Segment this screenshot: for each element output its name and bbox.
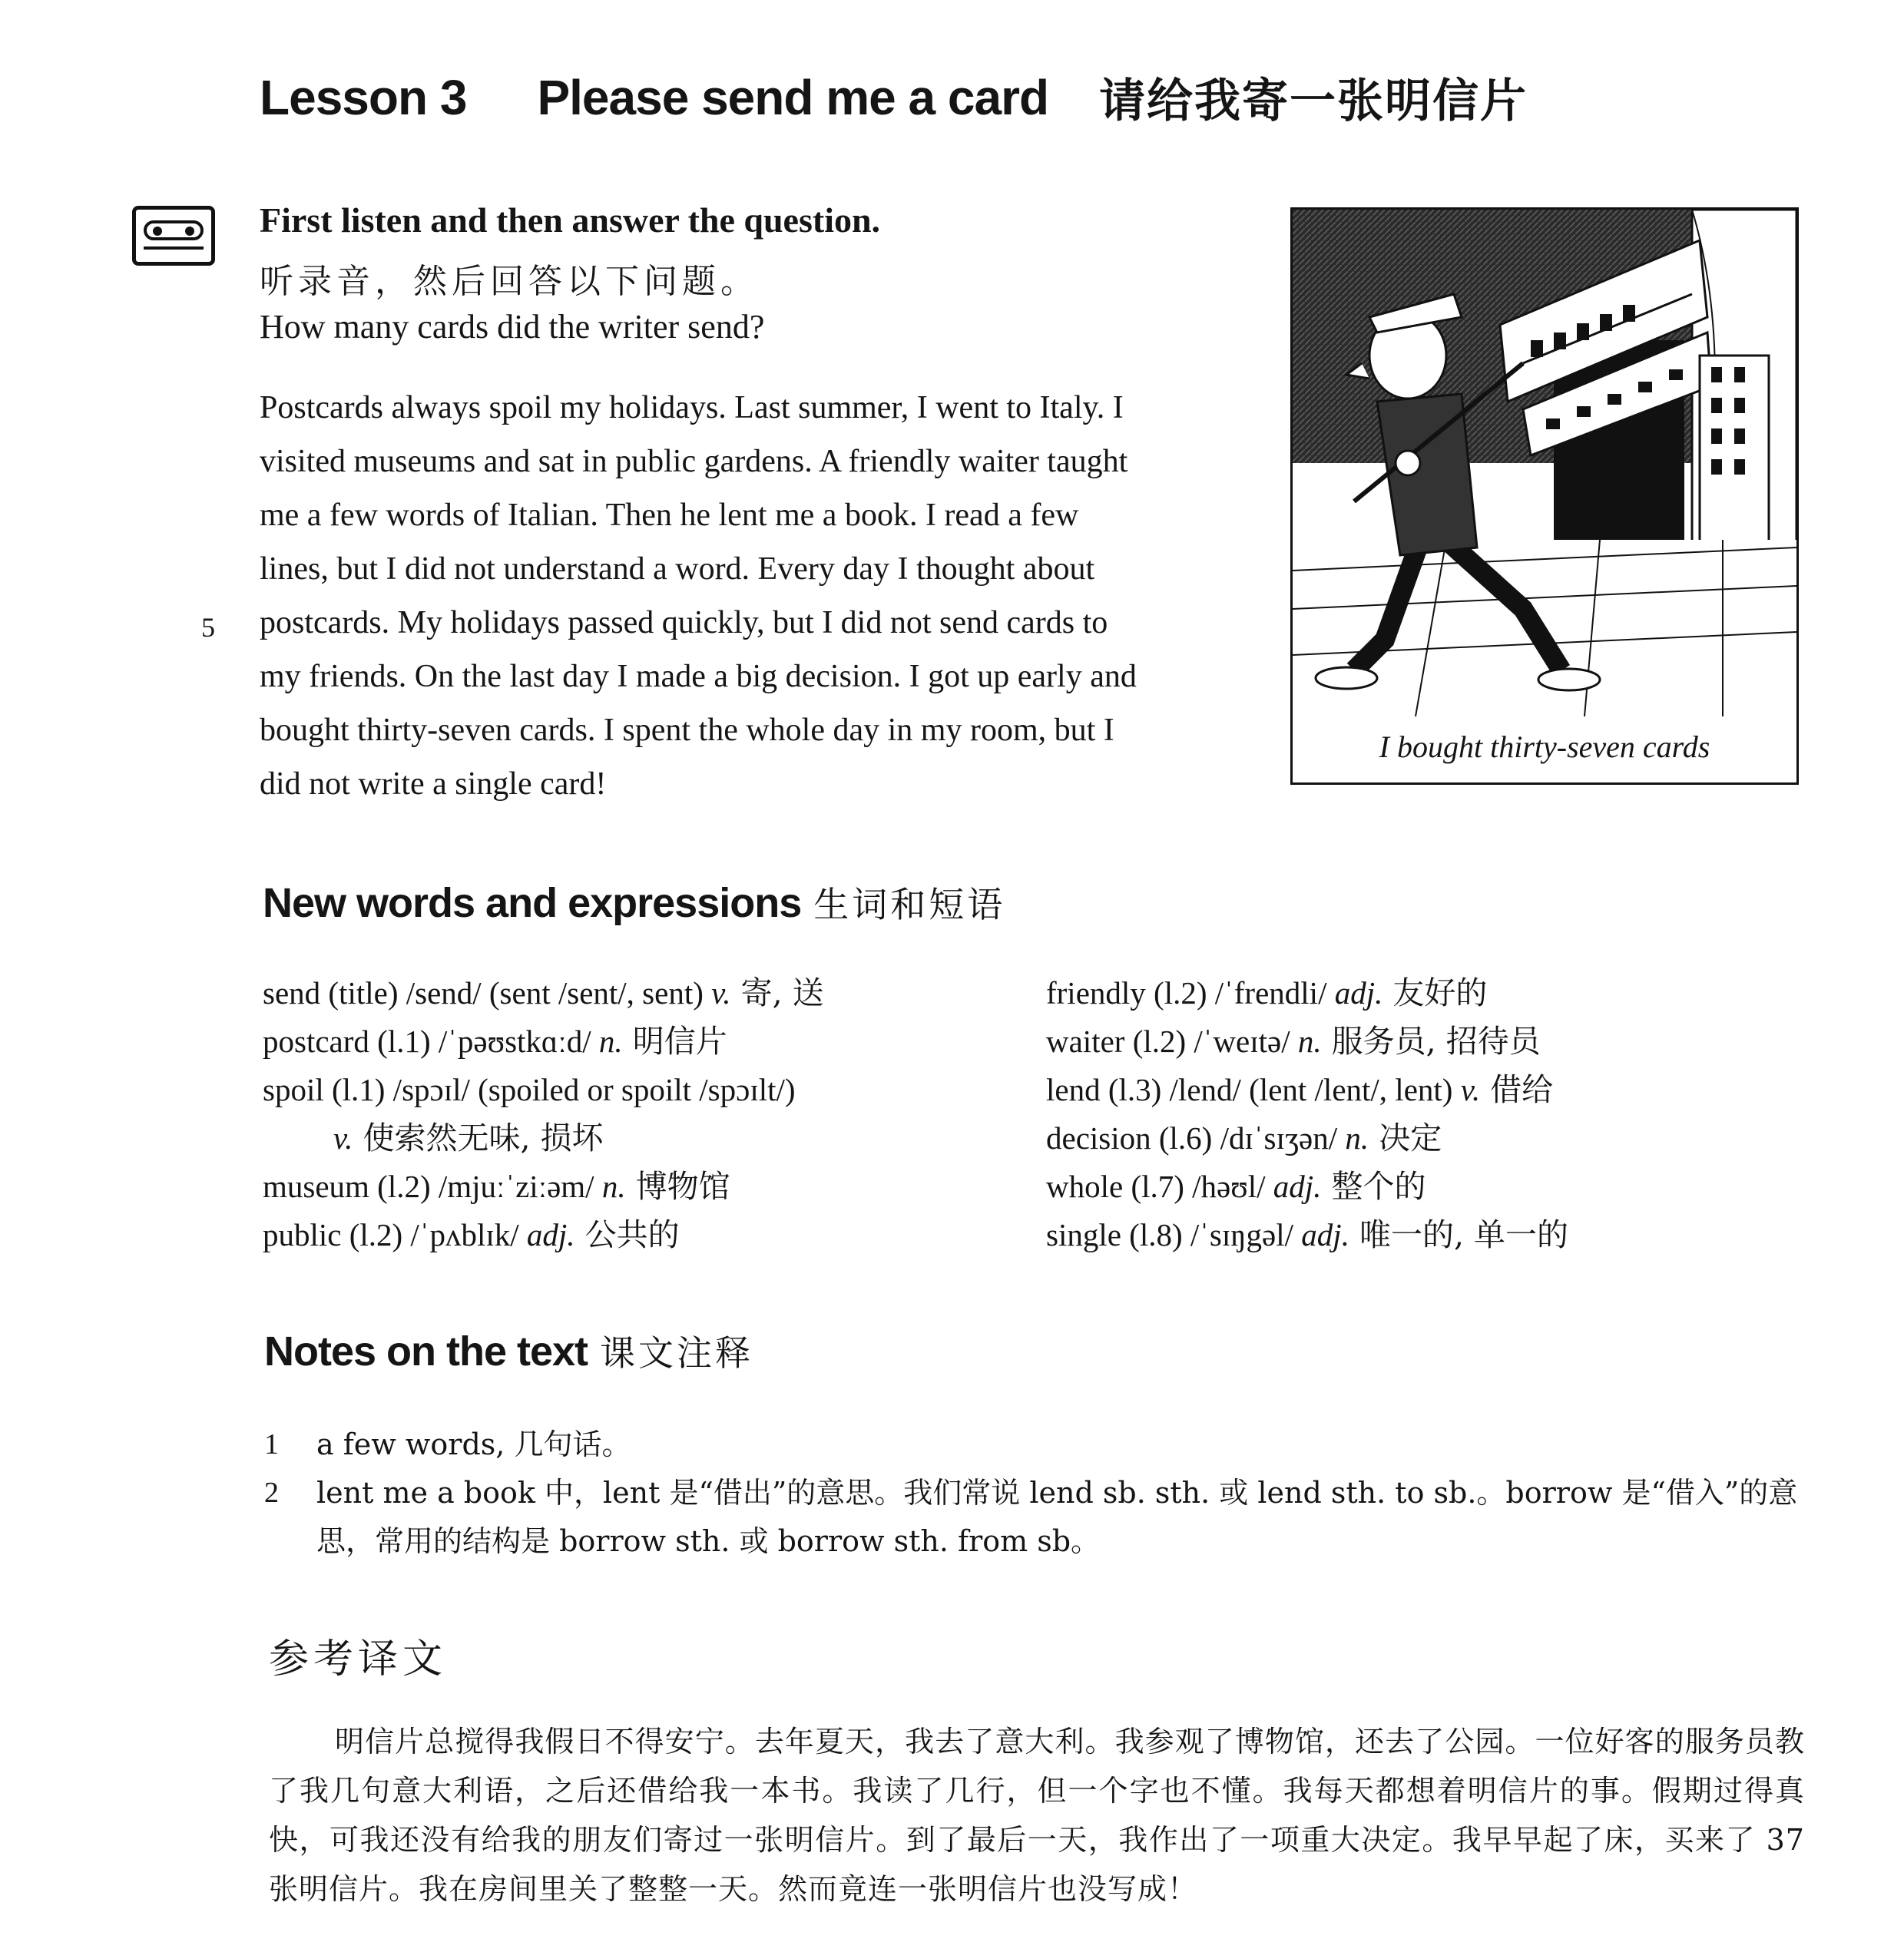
new-words-heading-english: New words and expressions — [263, 880, 802, 926]
vocab-entry: postcard (l.1) /ˈpəʊstkɑːd/ n. 明信片 — [263, 1023, 727, 1060]
notes-heading-english: Notes on the text — [264, 1328, 588, 1375]
note-text: lent me a book 中，lent 是“借出”的意思。我们常说 lend sb. sth. 或 lend sth. to sb.。borrow 是“借入”的意思，常用的结构是 borrow sth. 或 borrow sth. from sb。 — [316, 1476, 1798, 1558]
lesson-title-english: Please send me a card — [537, 70, 1049, 125]
new-words-heading-chinese: 生词和短语 — [813, 884, 1006, 925]
vocabulary-list-right — [1046, 969, 1568, 1259]
vocab-entry: v. 使索然无味, 损坏 — [333, 1120, 604, 1156]
lesson-title — [260, 63, 1528, 132]
vocab-entry: public (l.2) /ˈpʌblɪk/ adj. 公共的 — [263, 1216, 680, 1253]
listening-instruction-english: First listen and then answer the question. — [260, 200, 881, 240]
listening-instruction-chinese: 听录音，然后回答以下问题。 — [260, 262, 759, 301]
passage-line: lines, but I did not understand a word. Every day I thought about — [260, 551, 1095, 587]
lesson-title-chinese: 请给我寄一张明信片 — [1099, 74, 1528, 128]
notes-heading-chinese: 课文注释 — [600, 1332, 754, 1374]
passage-line: me a few words of Italian. Then he lent me a book. I read a few — [260, 498, 1079, 533]
vocab-entry: friendly (l.2) /ˈfrendli/ adj. 友好的 — [1046, 974, 1488, 1011]
vocab-entry: museum (l.2) /mjuːˈziːəm/ n. 博物馆 — [263, 1168, 730, 1205]
note-item — [264, 1469, 1816, 1566]
note-number: 1 — [264, 1428, 279, 1461]
vocab-entry: single (l.8) /ˈsɪŋgəl/ adj. 唯一的, 单一的 — [1046, 1216, 1569, 1253]
illustration-caption: I bought thirty-seven cards — [1379, 729, 1710, 764]
comprehension-question: How many cards did the writer send? — [260, 308, 765, 346]
vocab-entry: lend (l.3) /lend/ (lent /lent/, lent) v. 借给 — [1046, 1071, 1554, 1108]
passage-line: visited museums and sat in public gardens. A friendly waiter taught — [260, 444, 1128, 479]
vocab-entry: waiter (l.2) /ˈweɪtə/ n. 服务员, 招待员 — [1046, 1023, 1541, 1060]
passage-line: Postcards always spoil my holidays. Last summer, I went to Italy. I — [260, 390, 1124, 425]
cartoon-drawing — [1293, 210, 1796, 716]
new-words-heading — [263, 877, 1005, 928]
passage-line: my friends. On the last day I made a big decision. I got up early and — [260, 659, 1137, 694]
passage-line: bought thirty-seven cards. I spent the whole day in my room, but I — [260, 713, 1114, 748]
notes-heading — [264, 1325, 753, 1376]
vocab-entry: send (title) /send/ (sent /sent/, sent) v. 寄, 送 — [263, 974, 824, 1011]
passage-line: did not write a single card! — [260, 766, 607, 802]
note-item — [264, 1421, 1816, 1469]
note-text: a few words, 几句话。 — [316, 1428, 631, 1461]
vocab-entry: spoil (l.1) /spɔɪl/ (spoiled or spoilt /spɔɪlt/) — [263, 1072, 796, 1107]
translation-text: 明信片总搅得我假日不得安宁。去年夏天，我去了意大利。我参观了博物馆，还去了公园。一位好客的服务员教了我几句意大利语，之后还借给我一本书。我读了几行，但一个字也不懂。我每天都想着明信片的事。假期过得真快，可我还没有给我的朋友们寄过一张明信片。到了最后一天，我作出了一项重大决定。我早早起了床，买来了 37 张明信片。我在房间里关了整整一天。然而竟连一张明信片也没写成！ — [269, 1725, 1805, 1906]
translation-heading: 参考译文 — [269, 1636, 448, 1682]
lesson-number: Lesson 3 — [260, 70, 467, 125]
cassette-tape-icon[interactable] — [132, 206, 215, 266]
vocab-entry: decision (l.6) /dɪˈsɪʒən/ n. 决定 — [1046, 1120, 1442, 1156]
vocab-entry: whole (l.7) /həʊl/ adj. 整个的 — [1046, 1168, 1426, 1205]
reading-passage — [260, 381, 1220, 811]
illustration — [1290, 207, 1799, 785]
passage-line: postcards. My holidays passed quickly, but I did not send cards to — [260, 605, 1108, 640]
note-number: 2 — [264, 1477, 279, 1509]
line-number-marker: 5 — [201, 612, 215, 643]
notes-list — [264, 1421, 1816, 1566]
vocabulary-list-left — [263, 969, 824, 1259]
